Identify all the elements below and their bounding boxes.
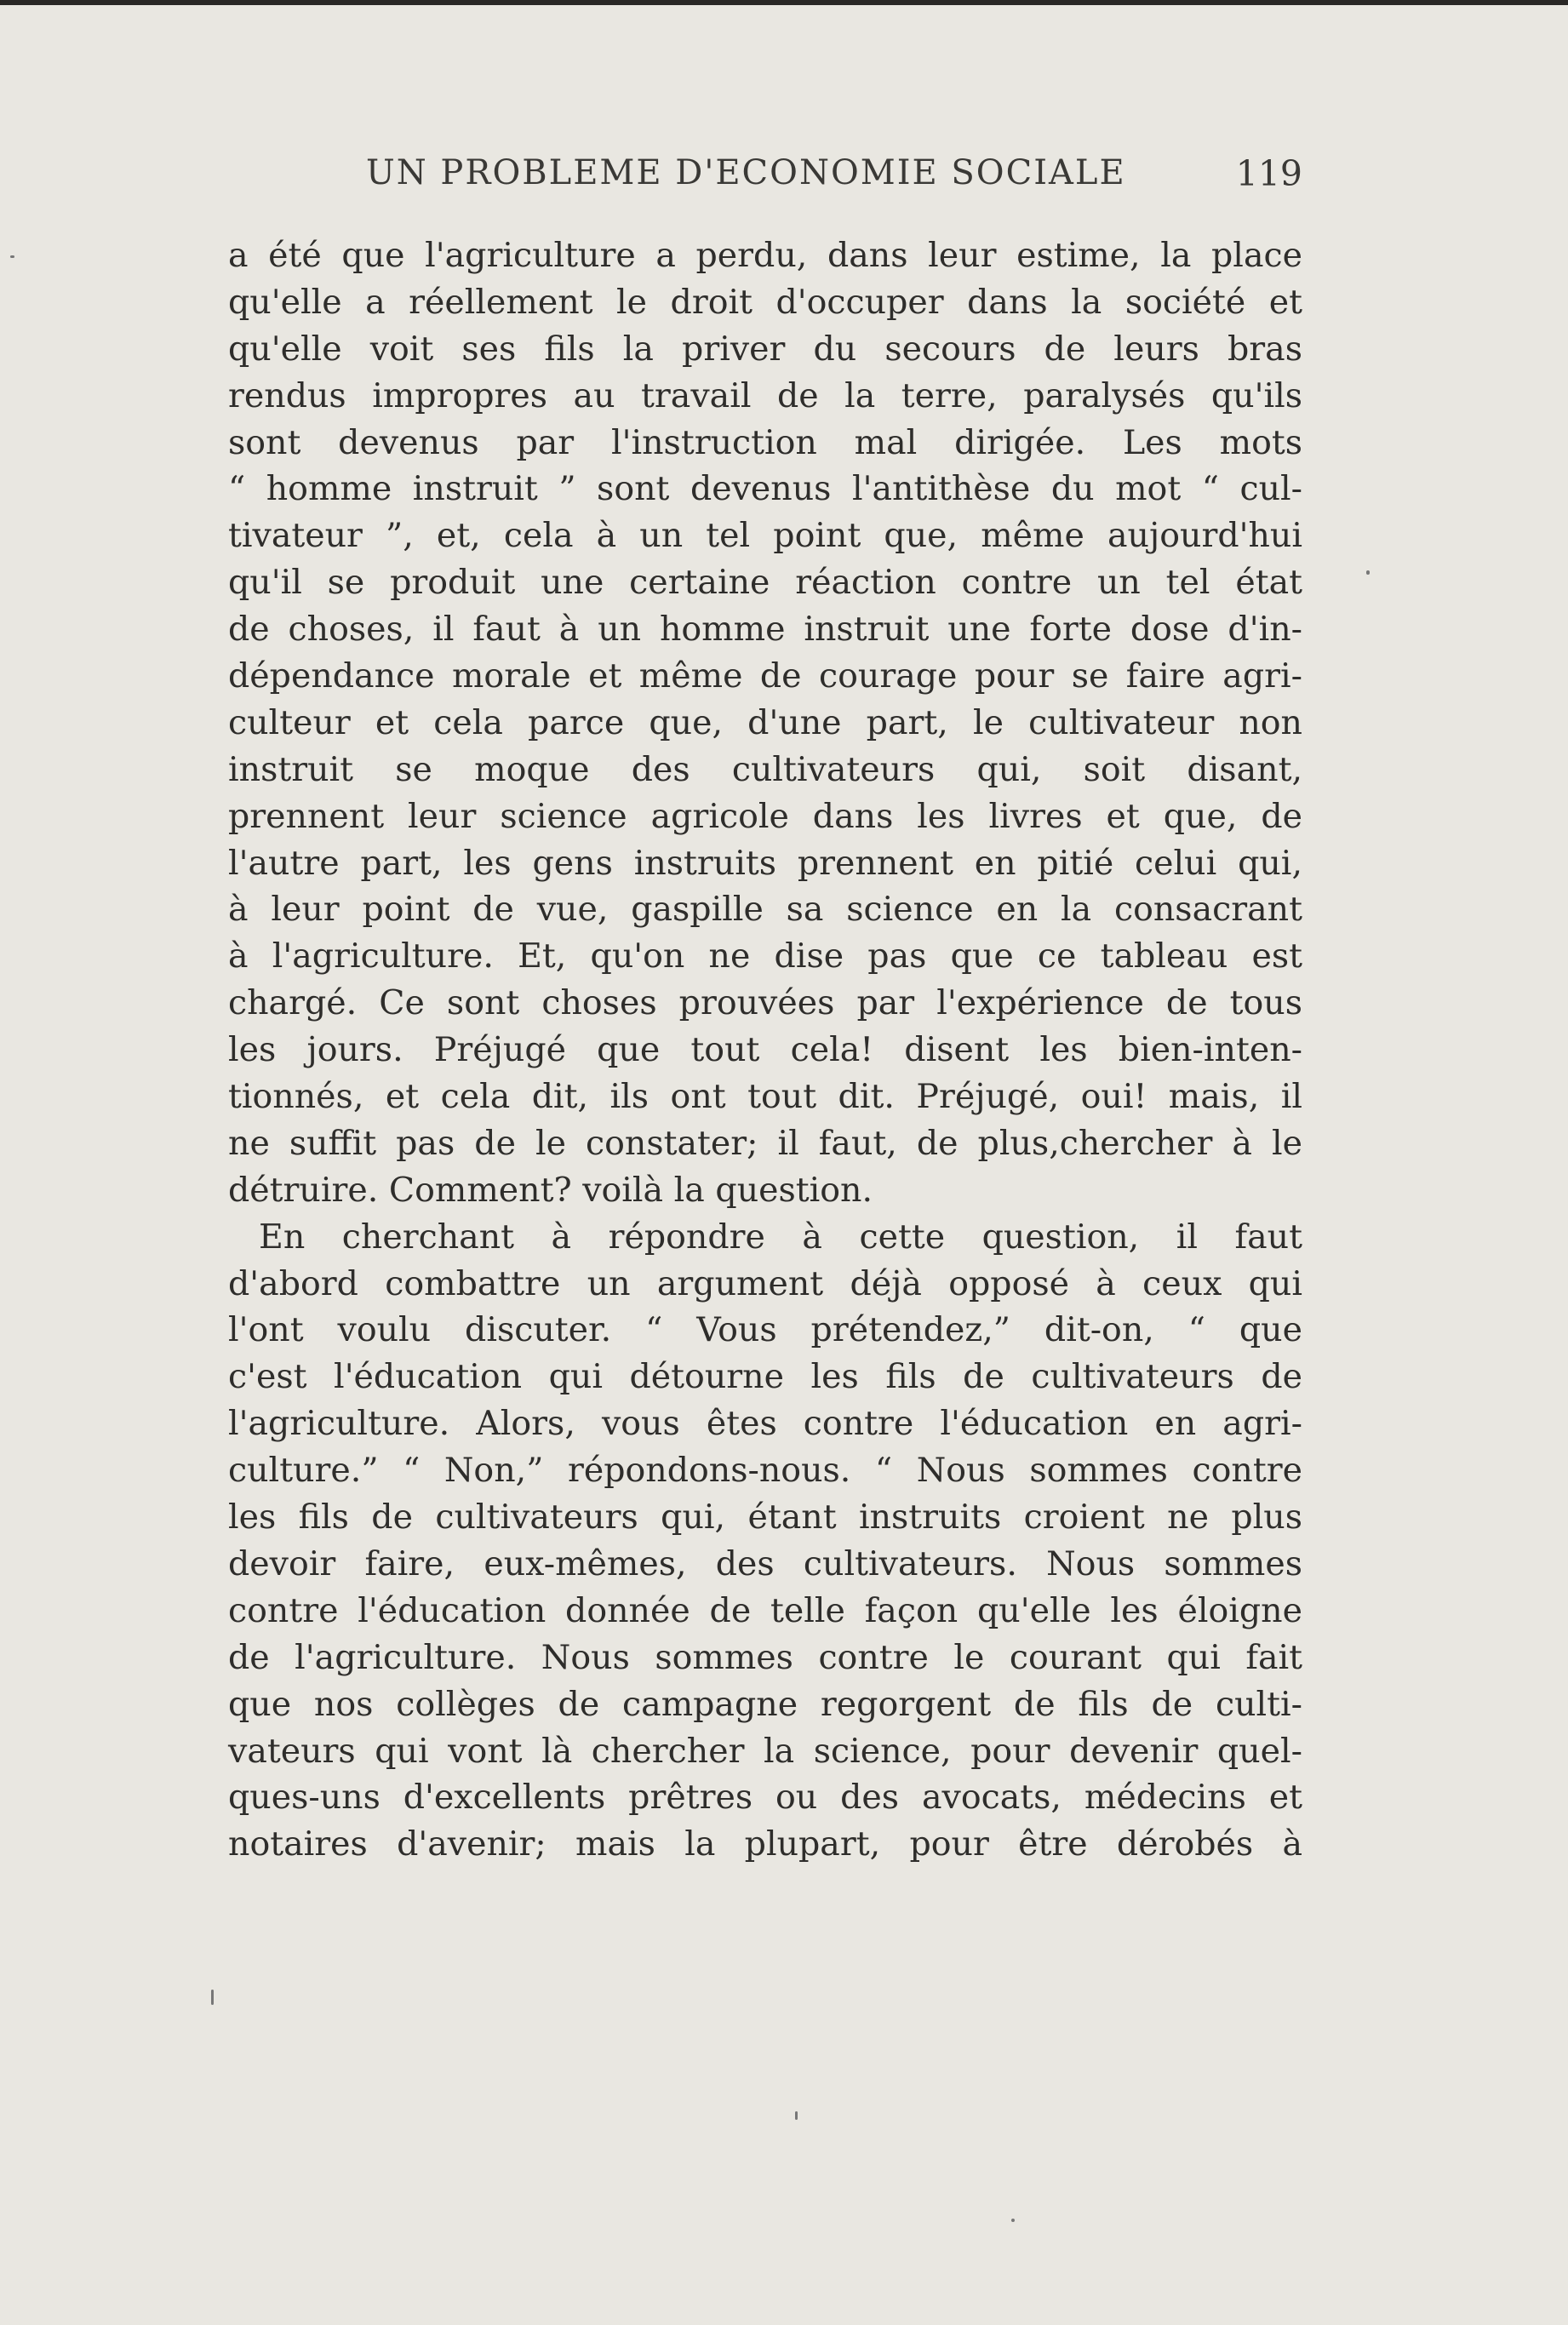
text-line: ques-uns d'excellents prêtres ou des avocats, médecins et [228, 1778, 1302, 1818]
text-line: rendus impropres au travail de la terre, paralysés qu'ils [228, 375, 1302, 415]
text-line: d'abord combattre un argument déjà opposé à ceux qui [228, 1263, 1302, 1303]
text-line: à l'agriculture. Et, qu'on ne dise pas que ce tableau est [228, 936, 1302, 976]
text-line: qu'elle voit ses fils la priver du secours de leurs bras [228, 329, 1302, 369]
text-line: “ homme instruit ” sont devenus l'antithèse du mot “ cul- [228, 469, 1302, 509]
text-line: notaires d'avenir; mais la plupart, pour être dérobés à [228, 1824, 1302, 1864]
page-top-edge [0, 0, 1568, 5]
text-line: culteur et cela parce que, d'une part, le cultivateur non [228, 702, 1302, 742]
text-line: vateurs qui vont là chercher la science, pour devenir quel- [228, 1731, 1302, 1771]
text-line: tivateur ”, et, cela à un tel point que, même aujourd'hui [228, 516, 1302, 556]
text-line: l'autre part, les gens instruits prennent en pitié celui qui, [228, 843, 1302, 883]
paragraph-end-line: détruire. Comment? voilà la question. [228, 1170, 873, 1210]
text-line: les fils de cultivateurs qui, étant instruits croient ne plus [228, 1498, 1302, 1538]
text-line: culture.” “ Non,” répondons-nous. “ Nous sommes contre [228, 1451, 1302, 1491]
text-line: que nos collèges de campagne regorgent de fils de culti- [228, 1684, 1302, 1724]
text-line: contre l'éducation donnée de telle façon qu'elle les éloigne [228, 1590, 1302, 1630]
paragraph-start-line: En cherchant à répondre à cette question, il faut [259, 1217, 1302, 1257]
text-line: sont devenus par l'instruction mal dirigée. Les mots [228, 422, 1302, 462]
text-line: ne suffit pas de le constater; il faut, de plus,chercher à le [228, 1123, 1302, 1163]
text-line: chargé. Ce sont choses prouvées par l'expérience de tous [228, 983, 1302, 1023]
text-line: c'est l'éducation qui détourne les fils de cultivateurs de [228, 1357, 1302, 1397]
running-title: UN PROBLEME D'ECONOMIE SOCIALE [366, 153, 1126, 192]
paper-speck [10, 255, 14, 258]
text-line: devoir faire, eux-mêmes, des cultivateurs. Nous sommes [228, 1543, 1302, 1583]
text-line: a été que l'agriculture a perdu, dans leur estime, la place [228, 236, 1302, 275]
text-line: tionnés, et cela dit, ils ont tout dit. Préjugé, oui! mais, il [228, 1077, 1302, 1117]
body-text [228, 232, 1302, 1868]
page-number: 119 [1235, 153, 1302, 194]
text-line: qu'il se produit une certaine réaction contre un tel état [228, 563, 1302, 603]
text-line: à leur point de vue, gaspille sa science en la consacrant [228, 890, 1302, 930]
text-line: qu'elle a réellement le droit d'occuper dans la société et [228, 282, 1302, 322]
paper-speck [211, 1990, 214, 2005]
text-line: l'agriculture. Alors, vous êtes contre l'éducation en agri- [228, 1404, 1302, 1444]
text-line: de l'agriculture. Nous sommes contre le courant qui fait [228, 1637, 1302, 1677]
text-line: prennent leur science agricole dans les livres et que, de [228, 796, 1302, 836]
text-line: dépendance morale et même de courage pour se faire agri- [228, 656, 1302, 696]
text-line: les jours. Préjugé que tout cela! disent les bien-inten- [228, 1030, 1302, 1070]
paper-speck [1366, 570, 1370, 575]
page-header [230, 153, 1302, 201]
text-line: de choses, il faut à un homme instruit une forte dose d'in- [228, 610, 1302, 650]
text-line: l'ont voulu discuter. “ Vous prétendez,” dit-on, “ que [228, 1310, 1302, 1350]
paper-speck [795, 2111, 798, 2120]
text-line: instruit se moque des cultivateurs qui, soit disant, [228, 749, 1302, 789]
paper-speck [1011, 2219, 1015, 2222]
